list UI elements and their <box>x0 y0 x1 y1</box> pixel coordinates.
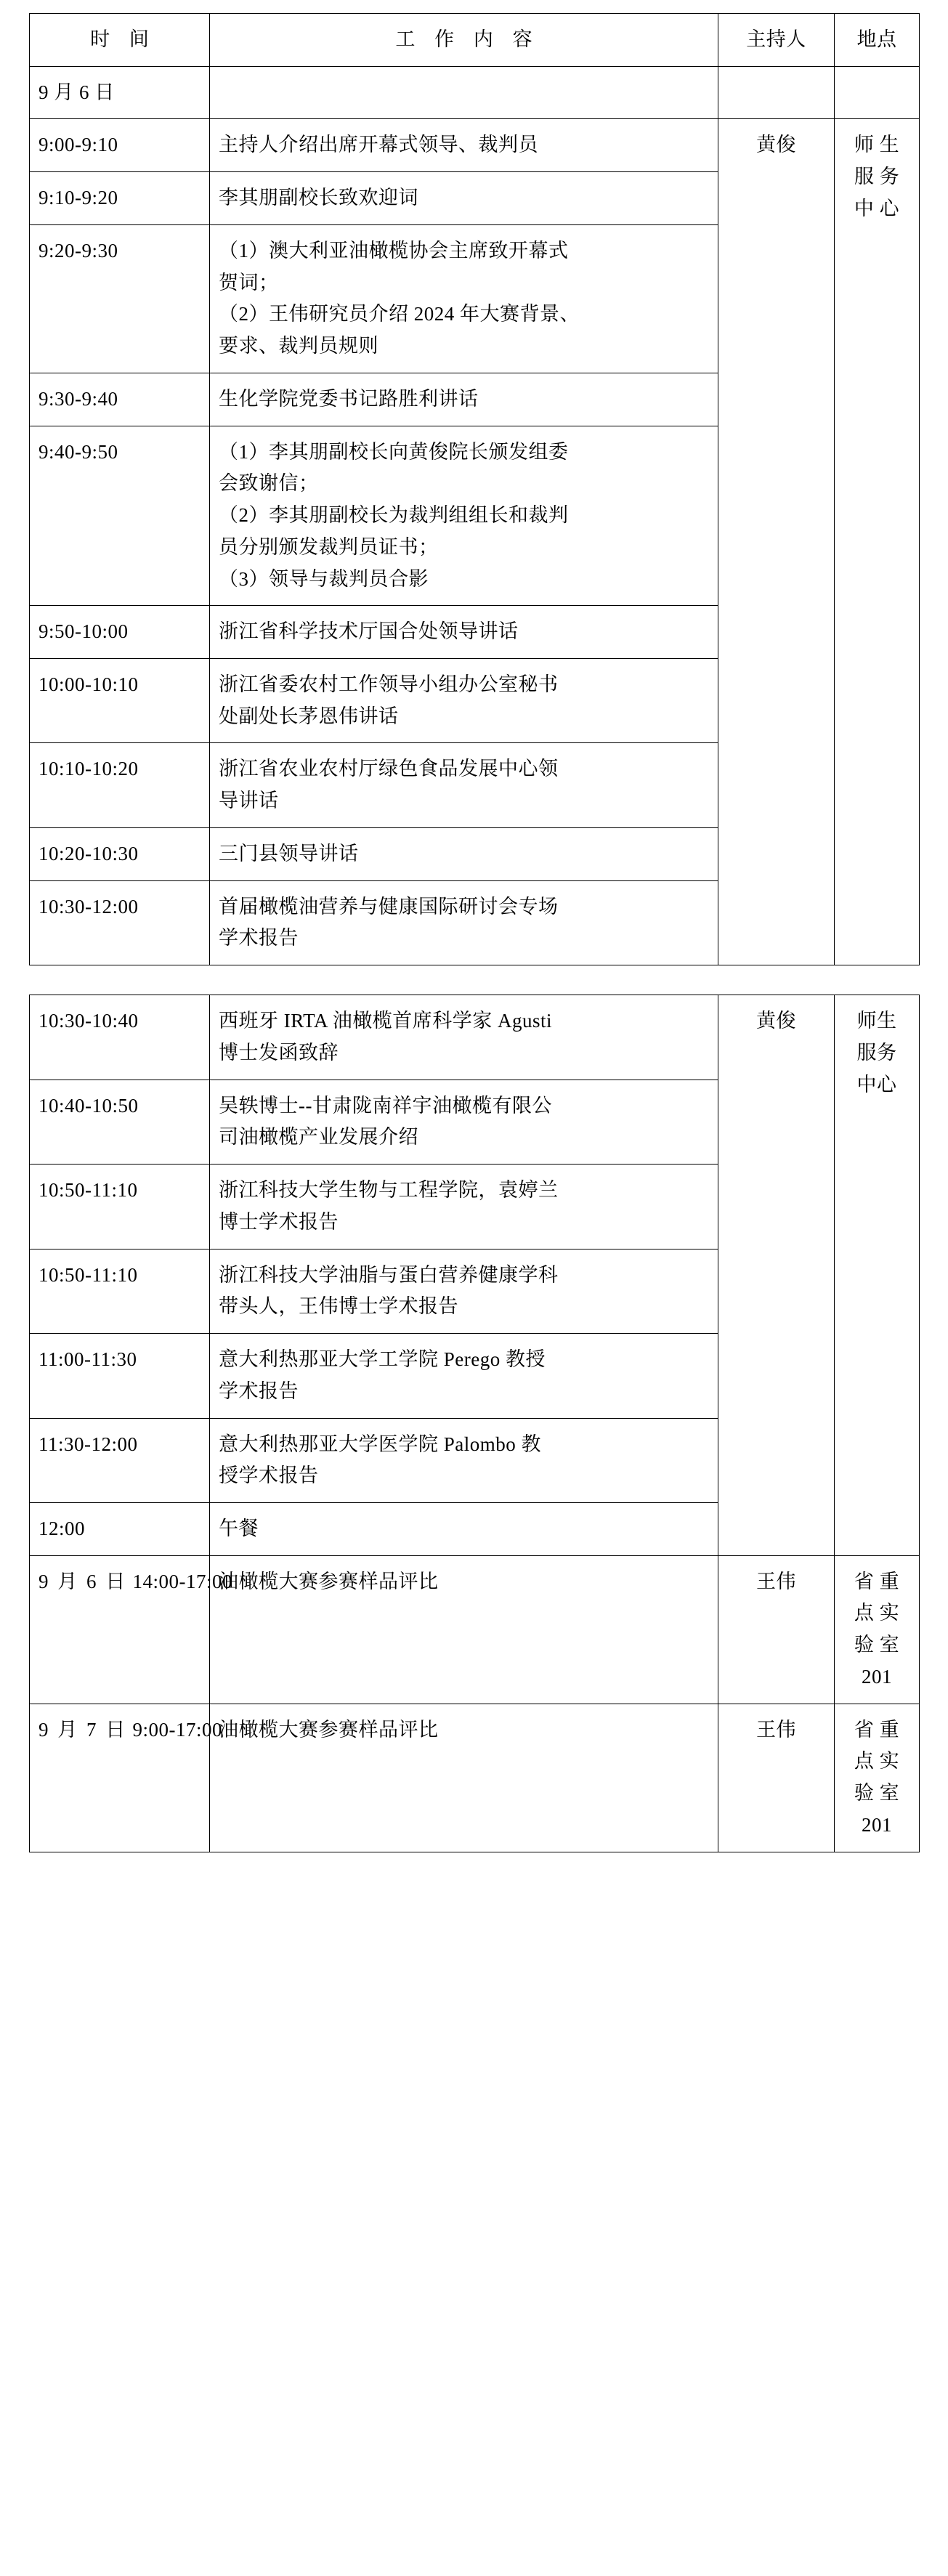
row-time: 9:40-9:50 <box>30 426 210 606</box>
row-time: 10:10-10:20 <box>30 743 210 827</box>
content-line: 首届橄榄油营养与健康国际研讨会专场 <box>219 895 559 918</box>
row-content <box>210 1555 718 1704</box>
content-line: 浙江省委农村工作领导小组办公室秘书 <box>219 673 559 696</box>
row-time <box>30 1704 222 1852</box>
row-content <box>210 606 718 659</box>
schedule-table-part-1 <box>29 13 920 965</box>
row-time-line: 9 月 7 日 <box>39 1718 128 1741</box>
row-time: 10:50-11:10 <box>30 1249 210 1333</box>
date-label: 9 月 6 日 <box>30 66 210 119</box>
row-content <box>210 373 718 426</box>
content-line: 吴轶博士--甘肃陇南祥宇油橄榄有限公 <box>219 1094 552 1117</box>
place-line: 省 重 <box>854 1718 900 1741</box>
content-line: （1）李其朋副校长向黄俊院长颁发组委 <box>219 440 569 463</box>
header-content: 工 作 内 容 <box>210 14 718 67</box>
row-content <box>210 1502 718 1555</box>
content-line: 员分别颁发裁判员证书； <box>219 535 439 558</box>
row-time-line: 9:00-17:00 <box>132 1718 222 1741</box>
row-time: 10:20-10:30 <box>30 827 210 880</box>
row-host: 王伟 <box>718 1555 835 1704</box>
content-line: （1）澳大利亚油橄榄协会主席致开幕式 <box>219 239 569 262</box>
row-time: 9:30-9:40 <box>30 373 210 426</box>
row-place <box>835 1704 920 1852</box>
row-host: 王伟 <box>718 1704 835 1852</box>
content-line: 浙江省农业农村厅绿色食品发展中心领 <box>219 758 559 780</box>
row-time: 10:30-12:00 <box>30 880 210 965</box>
row-content <box>210 172 718 225</box>
header-time: 时 间 <box>30 14 210 67</box>
content-line: 导讲话 <box>219 790 279 812</box>
row-host: 黄俊 <box>718 119 835 965</box>
row-content <box>210 224 718 373</box>
content-line: 浙江省科学技术厅国合处领导讲话 <box>219 620 519 643</box>
place-line: 服 务 <box>854 166 900 188</box>
place-line: 验 室 <box>854 1634 900 1656</box>
row-time: 9:10-9:20 <box>30 172 210 225</box>
content-line: （3）领导与裁判员合影 <box>219 567 429 590</box>
row-time: 9:20-9:30 <box>30 224 210 373</box>
content-line: 三门县领导讲话 <box>219 842 359 864</box>
content-line: 主持人介绍出席开幕式领导、裁判员 <box>219 134 538 156</box>
date-row-host <box>718 66 835 119</box>
table-row <box>30 1555 920 1704</box>
row-time: 10:00-10:10 <box>30 659 210 743</box>
row-content <box>210 1418 718 1502</box>
row-time <box>30 1555 232 1704</box>
row-content <box>210 1080 718 1164</box>
row-time-line: 9 月 6 日 <box>39 1570 128 1592</box>
content-line: （2）李其朋副校长为裁判组组长和裁判 <box>219 504 569 527</box>
place-line: 验 室 <box>854 1782 900 1805</box>
schedule-table-part-2 <box>29 995 920 1852</box>
content-line: 午餐 <box>219 1517 259 1539</box>
place-line: 师生 <box>856 1010 897 1032</box>
place-line: 201 <box>862 1813 892 1836</box>
content-line: 博士发函致辞 <box>219 1041 339 1064</box>
row-content <box>210 1165 718 1249</box>
row-content <box>210 1704 718 1852</box>
row-time: 10:40-10:50 <box>30 1080 210 1164</box>
place-line: 点 实 <box>854 1750 900 1773</box>
row-content <box>210 1249 718 1333</box>
place-line: 服务 <box>856 1041 897 1064</box>
row-place <box>835 995 920 1556</box>
content-line: 学术报告 <box>219 1380 299 1402</box>
header-host: 主持人 <box>718 14 835 67</box>
content-line: 浙江科技大学生物与工程学院，袁婷兰 <box>219 1179 559 1202</box>
content-line: 油橄榄大赛参赛样品评比 <box>219 1718 439 1741</box>
row-place <box>835 119 920 965</box>
row-content <box>210 743 718 827</box>
content-line: 会致谢信； <box>219 472 319 495</box>
row-time: 9:00-9:10 <box>30 119 210 172</box>
content-line: 李其朋副校长致欢迎词 <box>219 187 418 209</box>
content-line: 带头人，王伟博士学术报告 <box>219 1295 458 1318</box>
content-line: 贺词； <box>219 271 279 293</box>
content-line: 意大利热那亚大学工学院 Perego 教授 <box>219 1348 546 1371</box>
content-line: 要求、裁判员规则 <box>219 335 378 357</box>
content-line: 司油橄榄产业发展介绍 <box>219 1126 418 1149</box>
row-time: 9:50-10:00 <box>30 606 210 659</box>
content-line: 浙江科技大学油脂与蛋白营养健康学科 <box>219 1263 559 1286</box>
content-line: 学术报告 <box>219 927 299 949</box>
content-line: （2）王伟研究员介绍 2024 年大赛背景、 <box>219 303 580 325</box>
page-break-gap <box>29 965 919 995</box>
date-row <box>30 66 920 119</box>
row-host: 黄俊 <box>718 995 835 1556</box>
table-header-row <box>30 14 920 67</box>
content-line: 生化学院党委书记路胜利讲话 <box>219 387 479 410</box>
date-row-content <box>210 66 718 119</box>
content-line: 授学术报告 <box>219 1465 319 1487</box>
place-line: 省 重 <box>854 1570 900 1592</box>
place-line: 中 心 <box>854 197 900 219</box>
row-content <box>210 880 718 965</box>
row-content <box>210 426 718 606</box>
row-time: 12:00 <box>30 1502 210 1555</box>
row-content <box>210 119 718 172</box>
place-line: 师 生 <box>854 134 900 156</box>
place-line: 点 实 <box>854 1602 900 1624</box>
row-content <box>210 659 718 743</box>
table-row <box>30 1704 920 1852</box>
table-row <box>30 995 920 1080</box>
content-line: 意大利热那亚大学医学院 Palombo 教 <box>219 1433 542 1455</box>
content-line: 处副处长茅恩伟讲话 <box>219 705 399 727</box>
row-time-line: 14:00-17:00 <box>132 1570 232 1592</box>
row-time: 10:50-11:10 <box>30 1165 210 1249</box>
row-place <box>835 1555 920 1704</box>
row-time: 10:30-10:40 <box>30 995 210 1080</box>
header-place: 地点 <box>835 14 920 67</box>
content-line: 油橄榄大赛参赛样品评比 <box>219 1570 439 1592</box>
row-time: 11:00-11:30 <box>30 1334 210 1418</box>
place-line: 中心 <box>856 1073 897 1095</box>
row-time: 11:30-12:00 <box>30 1418 210 1502</box>
content-line: 西班牙 IRTA 油橄榄首席科学家 Agusti <box>219 1010 552 1032</box>
content-line: 博士学术报告 <box>219 1210 339 1233</box>
row-content <box>210 1334 718 1418</box>
row-content <box>210 995 718 1080</box>
place-line: 201 <box>862 1665 892 1688</box>
row-content <box>210 827 718 880</box>
table-row <box>30 119 920 172</box>
date-row-place <box>835 66 920 119</box>
